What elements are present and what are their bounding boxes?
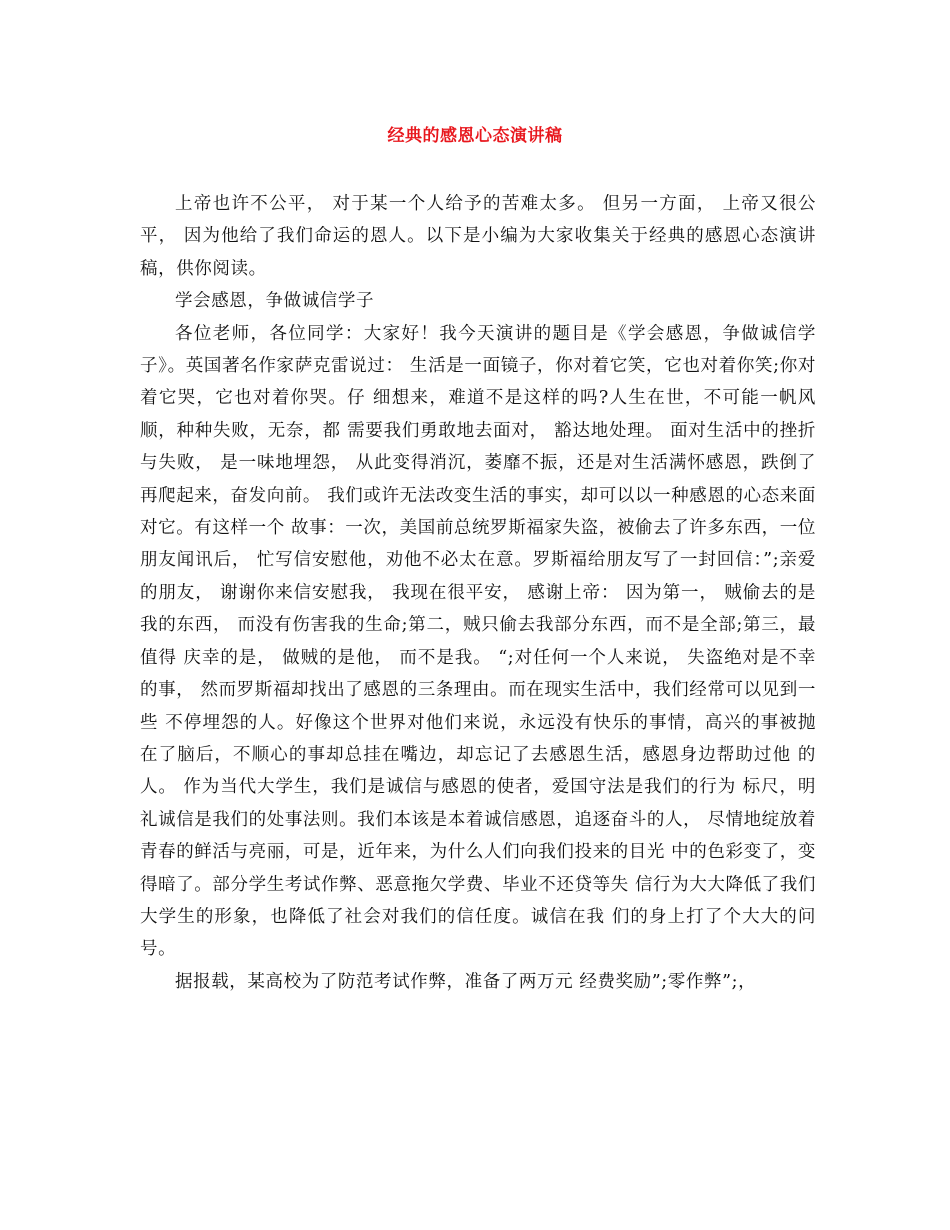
paragraph-subtitle: 学会感恩，争做诚信学子 <box>175 291 375 312</box>
paragraph-intro: 上帝也许不公平， 对于某一个人给予的苦难太多。 但另一方面， 上帝又很公平， 因为他给了我们命运的恩人。以下是小编为大家收集关于经典的感恩心态演讲稿，供你阅读。 <box>140 194 816 279</box>
document-body <box>140 188 816 998</box>
document-title: 经典的感恩心态演讲稿 <box>387 126 563 146</box>
paragraph-news: 据报载，某高校为了防范考试作弊，准备了两万元 经费奖励”;零作弊”;， <box>175 971 757 992</box>
paragraph-speech: 各位老师，各位同学：大家好！我今天演讲的题目是《学会感恩，争做诚信学子》。英国著名作家萨克雷说过： 生活是一面镜子，你对着它笑，它也对着你笑;你对着它哭，它也对着你哭。仔 细想来，难道不是这样的吗?人生在世，不可能一帆风顺，种种失败，无奈，都 需要我们勇敢地去面对， 豁达地处理。 面对生活中的挫折与失败， 是一味地埋怨， 从此变得消沉，萎靡不振，还是对生活满怀感恩，跌倒了再爬起来，奋发向前。 我们或许无法改变生活的事实，却可以以一种感恩的心态来面对它。有这样一个 故事：一次，美国前总统罗斯福家失盗，被偷去了许多东西，一位朋友闻讯后， 忙写信安慰他，劝他不必太在意。罗斯福给朋友写了一封回信：”;亲爱的朋友， 谢谢你来信安慰我， 我现在很平安， 感谢上帝： 因为第一， 贼偷去的是我的东西， 而没有伤害我的生命;第二，贼只偷去我部分东西，而不是全部;第三，最值得 庆幸的是， 做贼的是他， 而不是我。 “;对任何一个人来说， 失盗绝对是不幸的事， 然而罗斯福却找出了感恩的三条理由。而在现实生活中，我们经常可以见到一些 不停埋怨的人。好像这个世界对他们来说，永远没有快乐的事情，高兴的事被抛 在了脑后，不顺心的事却总挂在嘴边，却忘记了去感恩生活，感恩身边帮助过他 的人。 作为当代大学生，我们是诚信与感恩的使者，爱国守法是我们的行为 标尺，明礼诚信是我们的处事法则。我们本该是本着诚信感恩，追逐奋斗的人， 尽情地绽放着青春的鲜活与亮丽，可是，近年来，为什么人们向我们投来的目光 中的色彩变了，变得暗了。部分学生考试作弊、恶意拖欠学费、毕业不还贷等失 信行为大大降低了我们大学生的形象，也降低了社会对我们的信任度。诚信在我 们的身上打了个大大的问号。 <box>140 323 816 960</box>
